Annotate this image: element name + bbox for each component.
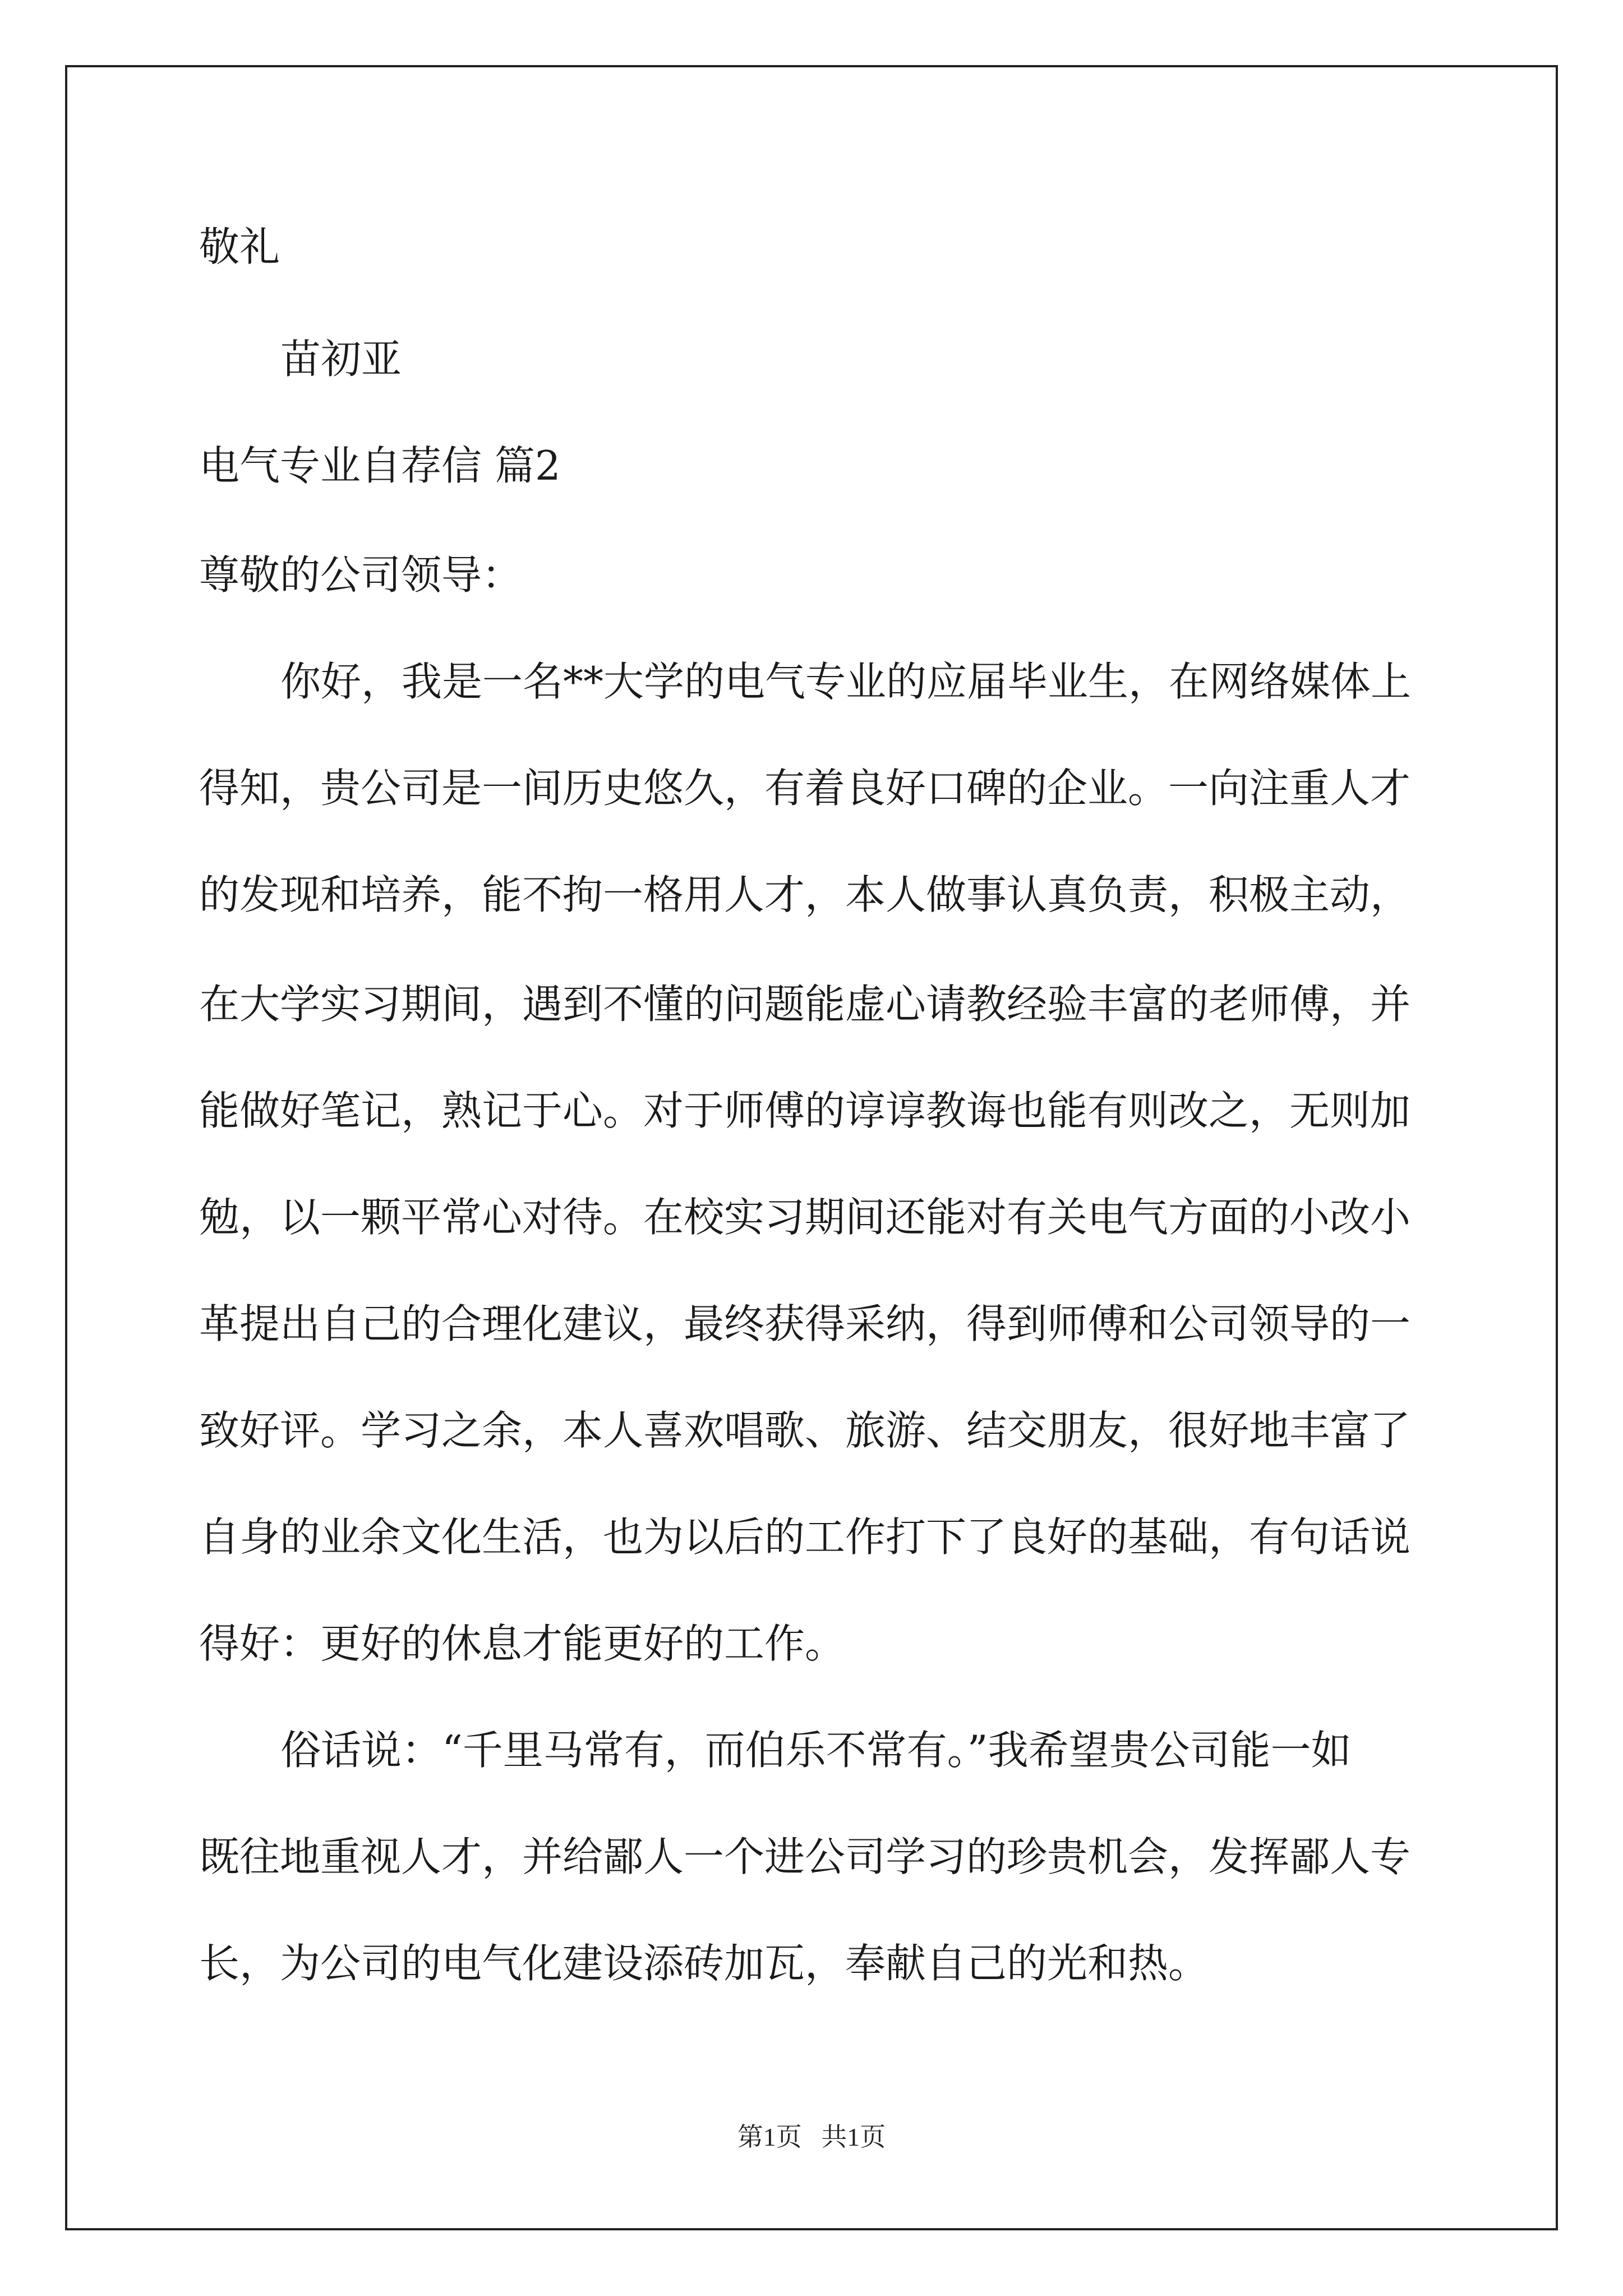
paragraph-line: 你好，我是一名**大学的电气专业的应届毕业生，在网络媒体上 [280,658,1412,705]
paragraph-line: 能做好笔记，熟记于心。对于师傅的谆谆教诲也能有则改之，无则加 [199,1087,1411,1134]
signature-name: 苗初亚 [280,335,402,383]
paragraph-line: 致好评。学习之余，本人喜欢唱歌、旅游、结交朋友，很好地丰富了 [199,1407,1411,1454]
salutation: 尊敬的公司领导： [199,551,523,599]
paragraph-line: 既往地重视人才，并给鄙人一个进公司学习的珍贵机会，发挥鄙人专 [199,1833,1411,1880]
paragraph-line: 的发现和培养，能不拘一格用人才，本人做事认真负责，积极主动， [199,871,1411,918]
page-border [65,65,1558,2230]
paragraph-line: 得知，贵公司是一间历史悠久，有着良好口碑的企业。一向注重人才 [199,765,1411,812]
closing-text: 敬礼 [199,223,280,270]
paragraph-line: 俗话说：“千里马常有，而伯乐不常有。”我希望贵公司能一如 [280,1727,1352,1774]
section-title: 电气专业自荐信 篇2 [199,442,561,489]
paragraph-line: 长，为公司的电气化建设添砖加瓦，奉献自己的光和热。 [199,1940,1209,1987]
page-footer: 第1页 共1页 [737,2123,886,2151]
paragraph-line: 革提出自己的合理化建议，最终获得采纳，得到师傅和公司领导的一 [199,1300,1411,1347]
paragraph-line: 勉，以一颗平常心对待。在校实习期间还能对有关电气方面的小改小 [199,1194,1411,1241]
paragraph-line: 得好：更好的休息才能更好的工作。 [199,1620,846,1667]
paragraph-line: 在大学实习期间，遇到不懂的问题能虚心请教经验丰富的老师傅，并 [199,981,1411,1028]
paragraph-line: 自身的业余文化生活，也为以后的工作打下了良好的基础，有句话说 [199,1513,1411,1561]
